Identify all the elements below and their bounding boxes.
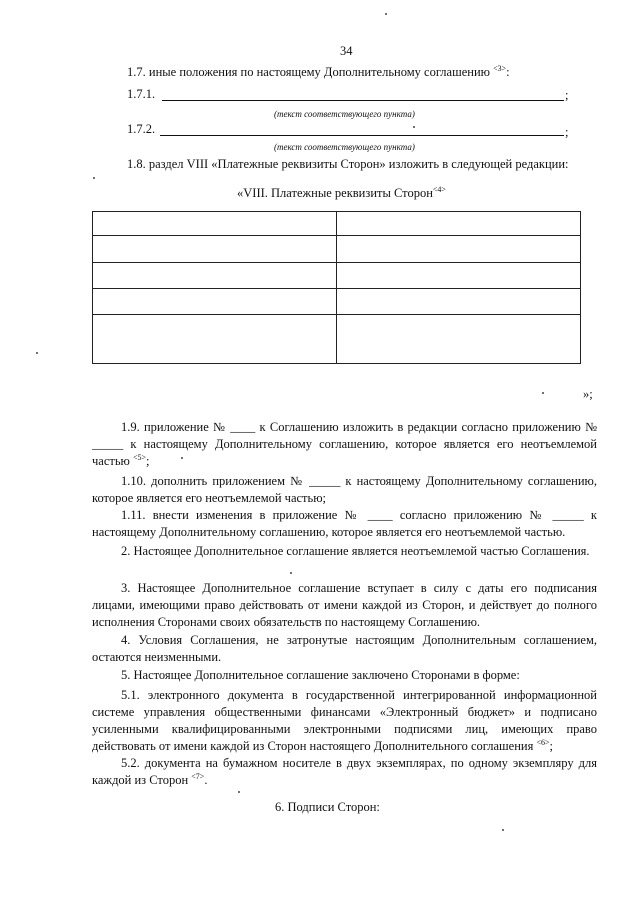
clause-1-8: 1.8. раздел VIII «Платежные реквизиты Сторон» изложить в следующей редакции:	[127, 157, 569, 171]
footnote-ref-6: <6>	[536, 738, 550, 747]
scan-speck	[385, 13, 387, 15]
clause-1-7-1-caption: (текст соответствующего пункта)	[274, 109, 415, 119]
clause-4: 4. Условия Соглашения, не затронутые настоящим Дополнительным соглашением, остаются неизменными.	[92, 633, 597, 664]
clause-1-7-1-fill-line	[162, 100, 564, 101]
scan-speck	[93, 177, 95, 179]
clause-5-1-tail: ;	[549, 739, 554, 753]
table-row	[93, 212, 581, 236]
table-cell	[337, 212, 581, 236]
clause-1-7-text: 1.7. иные положения по настоящему Дополнительному соглашению	[127, 65, 494, 79]
table-cell	[337, 289, 581, 315]
footnote-ref-7: <7>	[191, 772, 205, 781]
clause-5-1	[92, 687, 597, 755]
clause-1-9-text: 1.9. приложение № ____ к Соглашению изложить в редакции согласно приложению № _____ к настоящему Дополнительному соглашению, которое является его неотъемлемой частью	[92, 420, 597, 468]
clause-1-9-tail: ;	[146, 454, 150, 468]
table-cell	[93, 212, 337, 236]
section-6-title: 6. Подписи Сторон:	[275, 800, 380, 814]
footnote-ref-5: <5>	[133, 453, 147, 462]
clause-1-7-2-end: ;	[565, 125, 569, 139]
table-row	[93, 289, 581, 315]
scan-speck	[290, 572, 292, 574]
table-cell	[93, 315, 337, 364]
footnote-ref-3: <3>	[493, 64, 507, 73]
scan-speck	[36, 352, 38, 354]
section-8-title	[237, 186, 446, 201]
clause-1-11: 1.11. внести изменения в приложение № ____ согласно приложению № _____ к настоящему Дополнительному соглашению, которое является его неотъемлемой частью.	[92, 508, 597, 539]
table-cell	[93, 236, 337, 263]
table-row	[93, 315, 581, 364]
table-cell	[93, 289, 337, 315]
clause-1-7-tail: :	[506, 65, 510, 79]
table-cell	[337, 236, 581, 263]
scan-speck	[238, 791, 240, 793]
clause-5-2	[92, 755, 597, 789]
table-cell	[93, 263, 337, 289]
payment-details-table	[92, 211, 581, 364]
scan-speck	[413, 126, 415, 128]
table-row	[93, 236, 581, 263]
clause-1-7-1-end: ;	[565, 88, 569, 102]
clause-1-10: 1.10. дополнить приложением № _____ к настоящему Дополнительному соглашению, которое является его неотъемлемой частью;	[92, 474, 597, 505]
table-row	[93, 263, 581, 289]
clause-1-7-1-label: 1.7.1.	[127, 87, 156, 101]
footnote-ref-4: <4>	[432, 185, 446, 194]
clause-1-7	[127, 65, 510, 80]
page-number: 34	[340, 44, 353, 58]
table-closing-quote: »;	[583, 387, 593, 401]
clause-1-7-2-caption: (текст соответствующего пункта)	[274, 142, 415, 152]
clause-3: 3. Настоящее Дополнительное соглашение вступает в силу с даты его подписания лицами, имеющими право действовать от имени каждой из Сторон, и действует до полного исполнения Сторонами своих обязательств по настоящему Соглашению.	[92, 581, 597, 629]
scan-speck	[502, 829, 504, 831]
table-cell	[337, 315, 581, 364]
clause-5-2-tail: .	[204, 773, 208, 787]
scan-speck	[542, 392, 544, 394]
clause-1-7-2-label: 1.7.2.	[127, 122, 156, 136]
clause-1-7-2-fill-line	[160, 135, 564, 136]
clause-2: 2. Настоящее Дополнительное соглашение является неотъемлемой частью Соглашения.	[121, 544, 590, 558]
section-8-title-text: «VIII. Платежные реквизиты Сторон	[237, 186, 433, 200]
table-cell	[337, 263, 581, 289]
clause-5: 5. Настоящее Дополнительное соглашение заключено Сторонами в форме:	[121, 668, 520, 682]
scan-speck	[181, 457, 183, 459]
clause-5-2-text: 5.2. документа на бумажном носителе в двух экземплярах, по одному экземпляру для каждой из Сторон	[92, 756, 597, 787]
clause-5-1-text: 5.1. электронного документа в государственной интегрированной информационной системе управления общественными финансами «Электронный бюджет» и подписано усиленными квалифицированными электронными подписями лиц, имеющих право действовать от имени каждой из Сторон настоящего Дополнительного соглашения	[92, 688, 597, 753]
clause-1-9	[92, 419, 597, 470]
